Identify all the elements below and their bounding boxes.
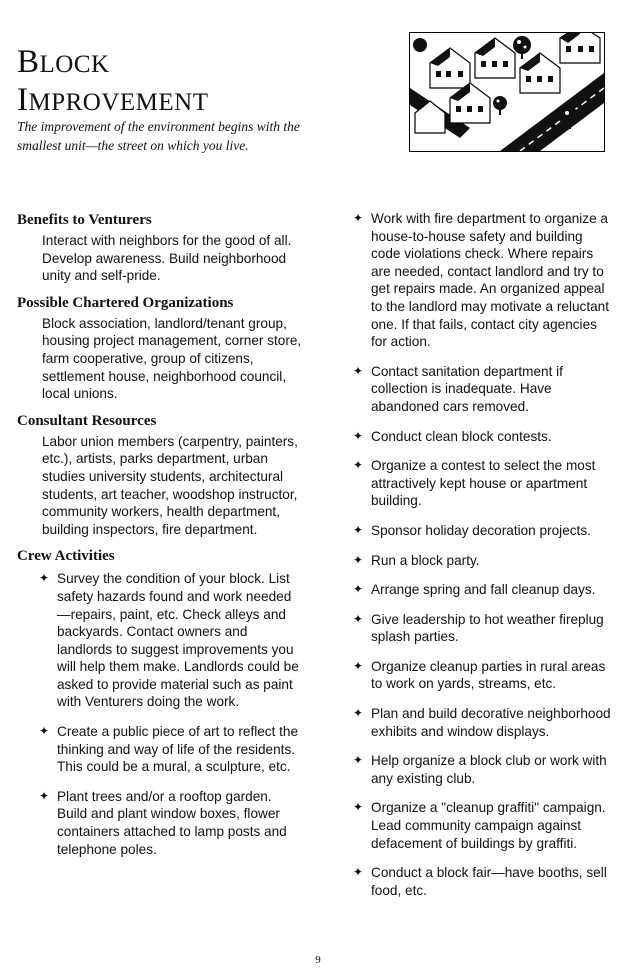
list-item: ✦ Conduct a block fair—have booths, sell food, etc. — [353, 865, 607, 898]
list-item: ✦ Plan and build decorative neighborhood exhibits and window displays. — [353, 706, 611, 739]
right-column — [353, 210, 611, 911]
bullet-icon: ✦ — [39, 724, 50, 739]
bullet-icon: ✦ — [353, 458, 364, 473]
section-heading-crew: Crew Activities — [17, 548, 115, 565]
section-body-consultants: Labor union members (carpentry, painters, etc.), artists, parks department, urban studies university students, architectural students, art teacher, woodshop instructor, community workers, health department, building inspectors, fire department. — [42, 433, 298, 537]
activities-list-continued — [353, 210, 611, 899]
title-initial-2: I — [17, 82, 29, 118]
bullet-icon: ✦ — [353, 582, 364, 597]
section-body-organizations: Block association, landlord/tenant group, housing project management, corner store, farm cooperative, group of citizens, settlement house, neighborhood council, local unions. — [42, 315, 302, 402]
bullet-icon: ✦ — [353, 522, 364, 537]
list-item: ✦ Contact sanitation department if collection is inadequate. Have abandoned cars removed. — [353, 363, 563, 414]
title-rest-1: LOCK — [39, 51, 110, 78]
bullet-icon: ✦ — [353, 753, 364, 768]
list-item: ✦ Organize a contest to select the most attractively kept house or apartment building. — [353, 458, 596, 509]
bullet-icon: ✦ — [353, 706, 364, 721]
bullet-icon: ✦ — [353, 211, 364, 225]
bullet-icon: ✦ — [353, 658, 364, 673]
bullet-icon: ✦ — [39, 571, 50, 586]
list-item: ✦ Arrange spring and fall cleanup days. — [353, 582, 596, 598]
list-item: ✦ Create a public piece of art to reflect the thinking and way of life of the residents. This could be a mural, a sculpture, etc. — [39, 724, 299, 775]
title-initial-1: B — [17, 44, 40, 80]
page-title — [17, 44, 209, 120]
list-item: ✦ Sponsor holiday decoration projects. — [353, 522, 591, 538]
section-organizations — [17, 293, 302, 403]
list-item: ✦ Organize a "cleanup graffiti" campaign. Lead community campaign against defacement of buildings by graffiti. — [353, 800, 606, 851]
list-item: ✦ Survey the condition of your block. List safety hazards found and work needed—repairs, paint, etc. Check alleys and backyards. Contact owners and landlords to suggest improvements you will help them make. Landlords could be asked to provide material such as paint with Venturers doing the work. — [39, 571, 299, 710]
list-item: ✦ Work with fire department to organize a house-to-house safety and building code violations check. Where repairs are needed, contact landlord and try to get repairs made. An organized appeal to the landlord may motivate a reluctant one. If that fails, contact city agencies for action. — [353, 211, 610, 350]
bullet-icon: ✦ — [353, 865, 364, 880]
bullet-icon: ✦ — [353, 363, 364, 378]
list-item: ✦ Run a block party. — [353, 552, 480, 568]
left-column — [17, 210, 302, 870]
bullet-icon: ✦ — [353, 800, 364, 815]
list-item: ✦ Plant trees and/or a rooftop garden. Build and plant window boxes, flower containers attached to lamp posts and telephone poles. — [39, 788, 287, 857]
city-block-illustration — [409, 32, 605, 152]
bullet-icon: ✦ — [353, 428, 364, 443]
section-heading-benefits: Benefits to Venturers — [17, 212, 152, 228]
bullet-icon: ✦ — [353, 552, 364, 567]
list-item: ✦ Conduct clean block contests. — [353, 428, 552, 444]
section-heading-organizations: Possible Chartered Organizations — [17, 294, 234, 311]
list-item: ✦ Give leadership to hot weather fireplug splash parties. — [353, 611, 604, 645]
section-crew — [17, 546, 302, 858]
section-body-benefits: Interact with neighbors for the good of all. Develop awareness. Build neighborhood unity and self-pride. — [42, 233, 292, 284]
page-number: 9 — [315, 954, 321, 966]
bullet-icon: ✦ — [39, 788, 50, 803]
crew-activities-list — [39, 570, 302, 858]
page-subtitle: The improvement of the environment begins with the smallest unit—the street on which you live. — [17, 119, 300, 153]
list-item: ✦ Organize cleanup parties in rural areas to work on yards, streams, etc. — [353, 658, 606, 692]
bullet-icon: ✦ — [353, 611, 364, 626]
title-rest-2: MPROVEMENT — [28, 89, 209, 116]
section-consultants — [17, 411, 302, 539]
section-heading-consultants: Consultant Resources — [17, 412, 157, 429]
list-item: ✦ Help organize a block club or work with any existing club. — [353, 753, 607, 786]
section-benefits — [17, 210, 302, 285]
